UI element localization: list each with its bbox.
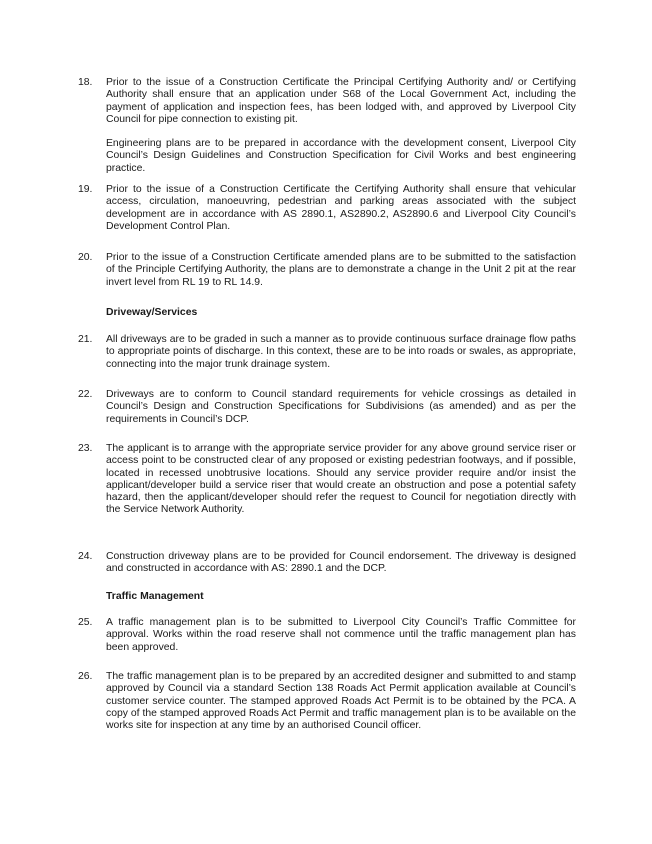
condition-number: 26. xyxy=(78,671,93,682)
condition-text: The applicant is to arrange with the appropriate service provider for any above ground service riser or access point to be constructed clear of any proposed or existing pedestrian footways, and if possible, located in recessed unobtrusive locations. Should any service provider require and/or insist the applicant/developer build a service riser that would create an obstruction and pose a potential safety hazard, then the applicant/developer should refer the request to Council for negotiation directly with the Service Network Authority. xyxy=(106,443,576,516)
condition-number: 25. xyxy=(78,617,93,628)
section-heading-traffic: Traffic Management xyxy=(106,591,204,602)
condition-text: Prior to the issue of a Construction Certificate amended plans are to be submitted to the satisfaction of the Principle Certifying Authority, the plans are to demonstrate a change in the Unit 2 pit at the rear invert level from RL 19 to RL 14.9. xyxy=(106,252,576,288)
condition-number: 23. xyxy=(78,443,93,454)
condition-number: 18. xyxy=(78,77,93,88)
condition-text: A traffic management plan is to be submitted to Liverpool City Council’s Traffic Committee for approval. Works within the road reserve shall not commence until the traffic management plan has been approved. xyxy=(106,617,576,653)
condition-24 xyxy=(78,551,576,576)
condition-18 xyxy=(78,77,576,175)
condition-22 xyxy=(78,389,576,426)
section-heading-driveway: Driveway/Services xyxy=(106,307,198,318)
condition-number: 19. xyxy=(78,184,93,195)
condition-21 xyxy=(78,334,576,371)
condition-text: Prior to the issue of a Construction Certificate the Principal Certifying Authority and/ or Certifying Authority shall ensure that an application under S68 of the Local Government Act, including the payment of application and inspection fees, has been lodged with, and approved by Liverpool City Council for pipe connection to existing pit. xyxy=(106,77,576,125)
condition-text: Driveways are to conform to Council standard requirements for vehicle crossings as detailed in Council’s Design and Construction Specifications for Subdivisions (as amended) and as per the requirements in Council’s DCP. xyxy=(106,389,576,425)
condition-number: 20. xyxy=(78,252,93,263)
condition-number: 21. xyxy=(78,334,93,345)
condition-text: Prior to the issue of a Construction Certificate the Certifying Authority shall ensure that vehicular access, circulation, manoeuvring, pedestrian and parking areas associated with the subject development are in accordance with AS 2890.1, AS2890.2, AS2890.6 and Liverpool City Council’s Development Control Plan. xyxy=(106,184,576,232)
condition-text: Construction driveway plans are to be provided for Council endorsement. The driveway is designed and constructed in accordance with AS: 2890.1 and the DCP. xyxy=(106,551,576,575)
condition-text: Engineering plans are to be prepared in accordance with the development consent, Liverpool City Council’s Design Guidelines and Construction Specification for Civil Works and best engineering practice. xyxy=(106,138,576,174)
condition-20 xyxy=(78,252,576,289)
condition-text: The traffic management plan is to be prepared by an accredited designer and submitted to and stamp approved by Council via a standard Section 138 Roads Act Permit application available at Council’s customer service counter. The stamped approved Roads Act Permit is to be obtained by the PCA. A copy of the stamped approved Roads Act Permit and traffic management plan is to be available on the works site for inspection at any time by an authorised Council officer. xyxy=(106,671,576,732)
condition-19 xyxy=(78,184,576,233)
condition-26 xyxy=(78,671,576,732)
condition-23 xyxy=(78,443,576,517)
condition-25 xyxy=(78,617,576,654)
condition-number: 22. xyxy=(78,389,93,400)
condition-number: 24. xyxy=(78,551,93,562)
condition-text: All driveways are to be graded in such a manner as to provide continuous surface drainage flow paths to appropriate points of discharge. In this context, these are to be into roads or swales, as appropriate, connecting into the major trunk drainage system. xyxy=(106,334,576,370)
